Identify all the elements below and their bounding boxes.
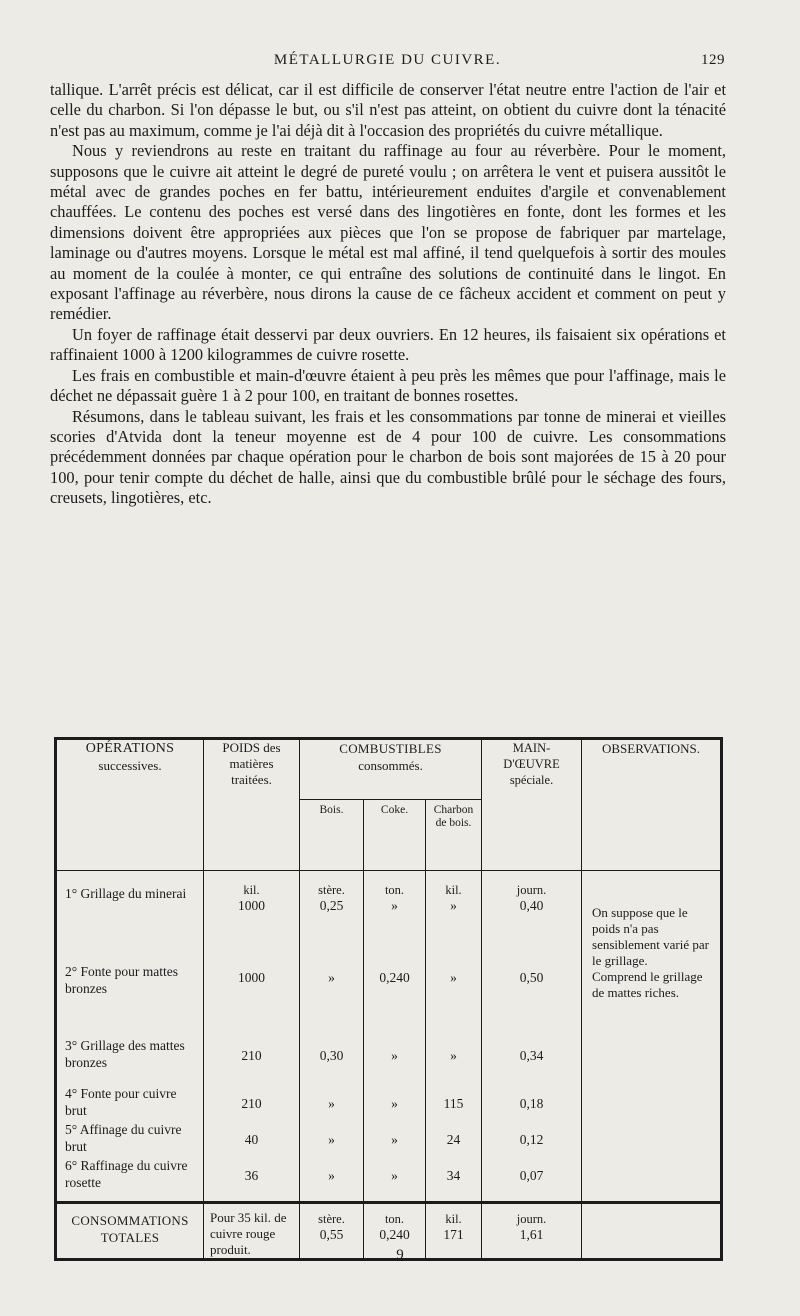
- header-combustibles-label: COMBUSTIBLES: [339, 741, 442, 756]
- row-4-labor: 0,18: [482, 1085, 582, 1121]
- row-1-weight: [204, 871, 300, 948]
- totals-coke-value: 0,240: [379, 1227, 410, 1242]
- totals-charcoal-value: 171: [443, 1227, 464, 1242]
- row-5-operation: [56, 1121, 204, 1157]
- header-wood: Bois.: [300, 800, 364, 871]
- paragraph-1: tallique. L'arrêt précis est délicat, car il est difficile de conserver l'état neutre entre l'action de l'air et celle du charbon. Si l'on dépasse le but, ou s'il n'est pas atteint, on obtient du cuivre dont la ténacité n'est pas au maximum, comme je l'ai déjà dit à l'occasion des propriétés du cuivre métallique.: [50, 80, 726, 140]
- unit-wood: stère.: [318, 883, 345, 897]
- row-2-coke: 0,240: [364, 947, 426, 1027]
- row-4-coke: »: [364, 1085, 426, 1121]
- row-2-labor: 0,50: [482, 947, 582, 1027]
- row-6-coke: »: [364, 1157, 426, 1203]
- paragraph-5: Résumons, dans le tableau suivant, les frais et les consommations par tonne de minerai et vieilles scories d'Atvida dont la teneur moyenne est de 4 pour 100 de cuivre. Les consommations précédemment données par chaque opération pour le charbon de bois sont majorées de 15 à 20 pour 100, pour tenir compte du déchet de halle, ainsi que du combustible brûlé pour le séchage des fours, creusets, lingotières, etc.: [50, 406, 726, 508]
- row-2-wood: »: [300, 947, 364, 1027]
- totals-weight: Pour 35 kil. de cuivre rouge produit.: [204, 1203, 300, 1260]
- table-row: [56, 1085, 722, 1121]
- observation-1: On suppose que le poids n'a pas sensiblement varié par le grillage.: [592, 905, 709, 968]
- totals-unit-charcoal: kil.: [445, 1212, 462, 1226]
- header-coke: Coke.: [364, 800, 426, 871]
- row-6-weight: 36: [204, 1157, 300, 1203]
- row-2-operation: [56, 947, 204, 1027]
- row-2-operation-text: 2° Fonte pour mattes bronzes: [65, 964, 179, 996]
- header-operations-sub: successives.: [98, 758, 162, 773]
- row-3-operation: [56, 1027, 204, 1085]
- totals-unit-wood: stère.: [318, 1212, 345, 1226]
- row-6-wood: »: [300, 1157, 364, 1203]
- consumption-table: [54, 737, 723, 1261]
- page-number: 129: [701, 52, 725, 68]
- header-labor: MAIN-D'ŒUVRE spéciale.: [482, 739, 582, 871]
- unit-coke: ton.: [384, 883, 405, 897]
- row-1-charcoal-value: »: [450, 898, 457, 913]
- row-6-labor: 0,07: [482, 1157, 582, 1203]
- row-1-labor: [482, 871, 582, 948]
- totals-unit-coke: ton.: [384, 1212, 405, 1226]
- header-operations-label: OPÉRATIONS: [85, 741, 175, 756]
- observation-2: Comprend le grillage de mattes riches.: [592, 969, 703, 1000]
- unit-charcoal: kil.: [445, 883, 462, 897]
- row-3-weight: 210: [204, 1027, 300, 1085]
- row-2-weight: 1000: [204, 947, 300, 1027]
- row-1-operation: [56, 871, 204, 948]
- row-5-wood: »: [300, 1121, 364, 1157]
- row-1-operation-text: 1° Grillage du minerai: [65, 886, 187, 901]
- paragraph-3: Un foyer de raffinage était desservi par deux ouvriers. En 12 heures, ils faisaient six opérations et raffinaient 1000 à 1200 kilogrammes de cuivre rosette.: [50, 324, 726, 365]
- row-1-coke-value: »: [391, 898, 398, 913]
- row-4-operation-text: 4° Fonte pour cuivre brut: [65, 1086, 177, 1118]
- running-header: [50, 52, 725, 74]
- row-1-coke: [364, 871, 426, 948]
- paragraph-4: Les frais en combustible et main-d'œuvre étaient à peu près les mêmes que pour l'affinage, mais le déchet ne dépassait guère 1 à 2 pour 100, en traitant de bonnes rosettes.: [50, 365, 726, 406]
- row-4-weight: 210: [204, 1085, 300, 1121]
- running-title: MÉTALLURGIE DU CUIVRE.: [273, 52, 502, 68]
- paragraph-2: Nous y reviendrons au reste en traitant du raffinage au four au réverbère. Pour le moment, supposons que le cuivre ait atteint le degré de pureté voulu ; on arrêtera le vent et puisera aussitôt le métal avec de grandes poches en fer battu, intérieurement enduites d'argile et convenablement chauffées. Le contenu des poches est versé dans des lingotières en fonte, dont les formes et les dimensions doivent être appropriées aux pièces que l'on se propose de fabriquer par martelage, laminage ou d'autres moyens. Lorsque le métal est mal affiné, il tend quelquefois à sortir des moules au moment de la coulée à monter, ce qui entraîne des solutions de continuité dans le lingot. En exposant l'affinage au réverbère, nous dirons la cause de ce fâcheux accident et comment on peut y remédier.: [50, 141, 726, 324]
- totals-label: CONSOMMATIONS TOTALES: [56, 1203, 204, 1260]
- unit-weight: kil.: [243, 883, 260, 897]
- observations-cell: [582, 871, 722, 1086]
- row-3-labor: 0,34: [482, 1027, 582, 1085]
- header-combustibles: [300, 739, 482, 800]
- totals-wood-value: 0,55: [319, 1227, 344, 1242]
- row-1-wood: [300, 871, 364, 948]
- table-header-row: [56, 739, 722, 800]
- header-weights: POIDS des matières traitées.: [204, 739, 300, 871]
- row-5-operation-text: 5° Affinage du cuivre brut: [65, 1122, 182, 1154]
- row-3-operation-text: 3° Grillage des mattes bronzes: [65, 1038, 185, 1070]
- totals-unit-labor: journ.: [516, 1212, 547, 1226]
- body-text: [50, 80, 726, 509]
- row-5-charcoal: 24: [426, 1121, 482, 1157]
- row-3-wood: 0,30: [300, 1027, 364, 1085]
- signature-mark: 9: [396, 1247, 404, 1263]
- row-1-charcoal: [426, 871, 482, 948]
- row-4-wood: »: [300, 1085, 364, 1121]
- header-observations: OBSERVATIONS.: [582, 739, 722, 871]
- row-1-wood-value: 0,25: [319, 898, 344, 913]
- row-3-coke: »: [364, 1027, 426, 1085]
- row-4-charcoal: 115: [426, 1085, 482, 1121]
- totals-labor-value: 1,61: [519, 1227, 544, 1242]
- unit-labor: journ.: [516, 883, 547, 897]
- row-3-charcoal: »: [426, 1027, 482, 1085]
- table-row: [56, 871, 722, 948]
- header-operations: [56, 739, 204, 871]
- row-5-weight: 40: [204, 1121, 300, 1157]
- row-5-labor: 0,12: [482, 1121, 582, 1157]
- row-4-operation: [56, 1085, 204, 1121]
- header-combustibles-sub: consommés.: [358, 758, 423, 773]
- row-1-labor-value: 0,40: [519, 898, 544, 913]
- row-6-operation: [56, 1157, 204, 1203]
- row-6-charcoal: 34: [426, 1157, 482, 1203]
- observations-empty: [582, 1085, 722, 1203]
- row-1-weight-value: 1000: [238, 898, 265, 913]
- row-6-operation-text: 6° Raffinage du cuivre rosette: [65, 1158, 188, 1190]
- row-2-charcoal: »: [426, 947, 482, 1027]
- row-5-coke: »: [364, 1121, 426, 1157]
- header-charcoal: Charbon de bois.: [426, 800, 482, 871]
